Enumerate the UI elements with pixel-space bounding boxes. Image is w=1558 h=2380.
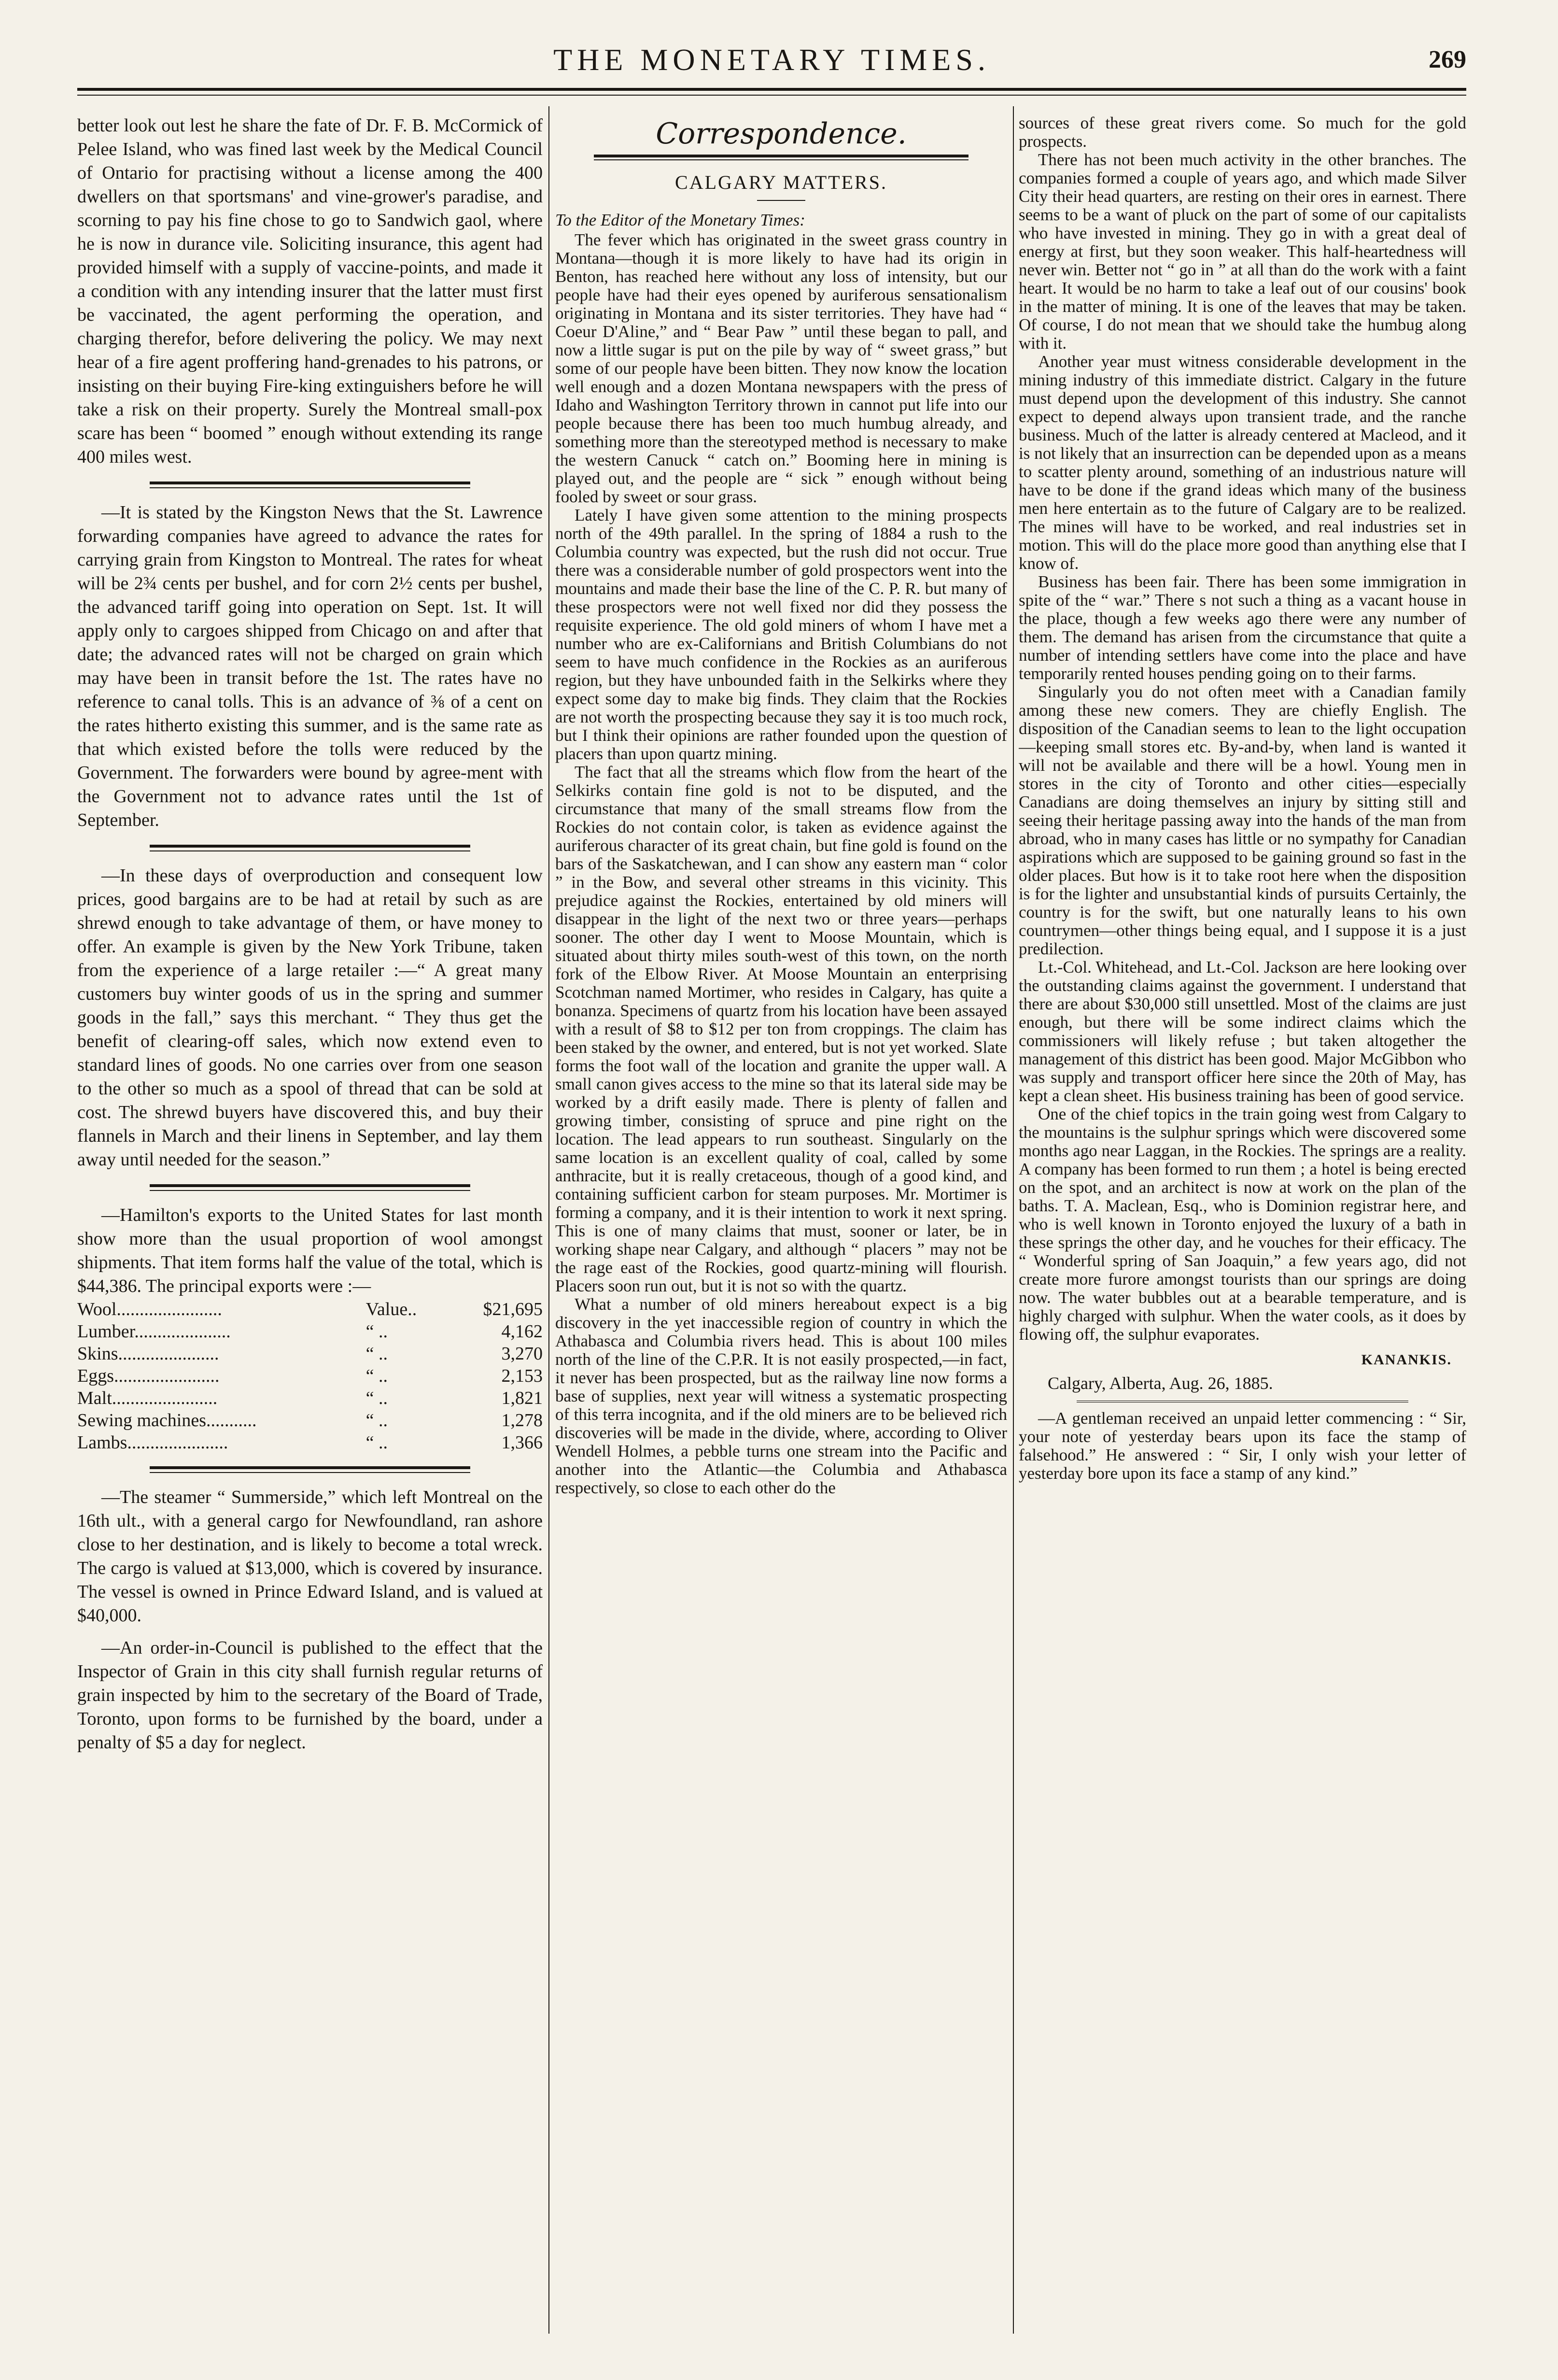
export-unit: “ .. xyxy=(365,1388,388,1408)
table-row xyxy=(77,1298,543,1320)
section-separator xyxy=(150,1184,470,1191)
col3-paragraph-5: Singularly you do not often meet with a Canadian family among these new comers. They are chiefly English. The disposition of the Canadian seems to lean to the light occupation—keeping small stores etc. By-and-by, when land is wanted it will not be available and there will be a howl. Young men in stores in the city of Toronto and other cities—especially Canadians are doing themselves an injury by sitting still and seeing their heritage passing away into the hands of the man from abroad, who in many cases has little or no sympathy for Canadian aspirations which are supposed to be gaining ground so fast in the older places. But how is it to take root here when the disposition is for the lighter and unsubstantial kinds of pursuits Certainly, the country is for the swift, but one naturally leans to his own countrymen—other things being equal, and I suppose it is a just predilection. xyxy=(1019,682,1466,958)
column-divider-2 xyxy=(1013,106,1014,2334)
export-unit: “ .. xyxy=(365,1432,388,1453)
col2-paragraph-4: What a number of old miners hereabout expect is a big discovery in the yet inaccessible region of country in which the Athabasca and Columbia rivers head. This is about 100 miles north of the line of the C.P.R. It is not easily prospected,—in fact, it never has been prospected, but as the railway line now forms a base of supplies, next year will witness a systematic prospecting of this terra incognita, and if the old miners are to be believed rich discoveries will be made in the divide, where, according to Oliver Wendell Holmes, a pebble turns one stream into the Pacific and another into the Atlantic—the Columbia and Athabasca respectively, so close to each other do the xyxy=(555,1295,1007,1497)
export-item: Eggs....................... xyxy=(77,1366,220,1386)
col1-paragraph-5: —The steamer “ Summerside,” which left Montreal on the 16th ult., with a general cargo for Newfoundland, ran ashore close to her destination, and is likely to become a total wreck. The cargo is valued at $13,000, which is covered by insurance. The vessel is owned in Prince Edward Island, and is valued at $40,000. xyxy=(77,1487,543,1626)
column-2 xyxy=(555,114,1007,2334)
export-amount: $21,695 xyxy=(483,1299,543,1319)
export-item: Malt....................... xyxy=(77,1388,218,1408)
col1-paragraph-1: better look out lest he share the fate of Dr. F. B. McCormick of Pelee Island, who was fined last week by the Medical Council of Ontario for practising without a license among the 400 dwellers on that sportsmans' and vine-grower's paradise, and scorning to pay his fine chose to go to Sandwich gaol, where he is now in durance vile. Soliciting insurance, this agent had provided himself with a supply of vaccine-points, and made it a condition with any intending insurer that the latter must first be vaccinated, the agent performing the operation, and charging therefor, before delivering the policy. We may next hear of a fire agent proffering hand-grenades to his patrons, or insisting on their buying Fire-king extinguishers before he will take a risk on their property. Surely the Montreal small-pox scare has been “ boomed ” enough without extending its range 400 miles west. xyxy=(77,115,543,467)
export-unit: “ .. xyxy=(365,1410,388,1431)
masthead-rule xyxy=(77,88,1466,91)
masthead-title: THE MONETARY TIMES. xyxy=(553,42,990,77)
section-separator xyxy=(150,482,470,488)
export-item: Sewing machines........... xyxy=(77,1410,257,1431)
letter-salutation: To the Editor of the Monetary Times: xyxy=(555,211,805,229)
export-amount: 3,270 xyxy=(501,1344,543,1364)
col1-paragraph-4: —Hamilton's exports to the United States for last month show more than the usual proportion of wool amongst shipments. That item forms half the value of the total, which is $44,386. The principal exports were :— xyxy=(77,1205,543,1296)
heading-rule xyxy=(594,155,968,160)
export-unit: “ .. xyxy=(365,1366,388,1386)
letter-dateline: Calgary, Alberta, Aug. 26, 1885. xyxy=(1048,1374,1273,1393)
export-unit: “ .. xyxy=(365,1344,388,1364)
column-1 xyxy=(77,114,543,2334)
col3-paragraph-6: Lt.-Col. Whitehead, and Lt.-Col. Jackson are here looking over the outstanding claims against the government. I understand that there are about $30,000 still unsettled. Most of the claims are just enough, but there will be some indirect claims which the commissioners will likely refuse ; but taken altogether the management of this district has been good. Major McGibbon who was supply and transport officer here since the 20th of May, has kept a clean sheet. His business training has been of good service. xyxy=(1019,958,1466,1105)
table-row xyxy=(77,1387,543,1409)
export-item: Wool....................... xyxy=(77,1299,222,1319)
table-row xyxy=(77,1365,543,1387)
col2-paragraph-1: The fever which has originated in the sweet grass country in Montana—though it is more likely to have had its origin in Benton, has reached here without any loss of intensity, but our people have had their eyes opened by auriferous sensationalism originating in Montana and its sister territories. They have had “ Coeur D'Aline,” and “ Bear Paw ” until these began to pall, and now a little sugar is put on the pile by way of “ sweet grass,” but some of our people have been bitten. They now know the location well enough and a dozen Montana newspapers with the press of Idaho and Washington Territory thrown in cannot put life into our people because there has been too much humbug already, and something more than the stereotyped method is necessary to make the western Canuck “ catch on.” Booming here in mining is played out, and the people are “ sick ” enough without being fooled by sweet or sour grass. xyxy=(555,230,1007,506)
col1-paragraph-3: —In these days of overproduction and consequent low prices, good bargains are to be had at retail by such as are shrewd enough to take advantage of them, or have money to offer. An example is given by the New York Tribune, taken from the experience of a large retailer :—“ A great many customers buy winter goods of us in the spring and summer goods in the fall,” says this merchant. “ They thus get the benefit of clearing-off sales, which now extend even to standard lines of goods. No one carries over from one season to the other so much as a spool of thread that can be sold at cost. The shrewd buyers have discovered this, and buy their flannels in March and their linens in September, and lay them away until needed for the season.” xyxy=(77,865,543,1170)
table-row xyxy=(77,1409,543,1431)
col3-paragraph-3: Another year must witness considerable development in the mining industry of this immediate district. Calgary in the future must depend upon the development of this industry. She cannot expect to depend always upon transient trade, and the ranche business. Much of the latter is already centered at Macleod, and it is not likely that an insurrection can be depended upon as a means to scatter plenty around, something of an industrious nature will have to be done if the grand ideas which many of the business men here entertain as to the future of Calgary are to be realized. The mines will have to be worked, and real industries set in motion. This will do the place more good than anything else that I know of. xyxy=(1019,352,1466,573)
export-amount: 1,366 xyxy=(501,1432,543,1453)
letter-signature: KANANKIS. xyxy=(1361,1352,1452,1368)
column-divider-1 xyxy=(548,106,549,2334)
col1-paragraph-6: —An order-in-Council is published to the effect that the Inspector of Grain in this city shall furnish regular returns of grain inspected by him to the secretary of the Board of Trade, Toronto, upon forms to be furnished by the board, under a penalty of $5 a day for neglect. xyxy=(77,1638,543,1753)
export-amount: 4,162 xyxy=(501,1321,543,1342)
col3-paragraph-2: There has not been much activity in the other branches. The companies formed a couple of years ago, and which made Silver City their head quarters, are resting on their ores in earnest. There seems to be a want of pluck on the part of some of our capitalists who have invested in mining. They go in with a great deal of energy at first, but they soon weaker. This half-heartedness will never win. Better not “ go in ” at all than do the work with a faint heart. It would be no harm to take a leaf out of our cousins' book in the matter of mining. It is one of the leaves that may be taken. Of course, I do not mean that we should take the humbug along with it. xyxy=(1019,150,1466,353)
col3-paragraph-4: Business has been fair. There has been some immigration in spite of the “ war.” There s not such a thing as a vacant house in the place, though a few weeks ago there were any number of them. The demand has arisen from the circumstance that quite a number of intending settlers have come into the place and have temporarily rented houses pending going on to their farms. xyxy=(1019,572,1466,683)
table-row xyxy=(77,1431,543,1454)
section-separator xyxy=(150,1466,470,1473)
masthead-rule-thin xyxy=(77,95,1466,96)
export-amount: 2,153 xyxy=(501,1366,543,1386)
col3-closing-paragraph: —A gentleman received an unpaid letter commencing : “ Sir, your note of yesterday bears upon its face the stamp of falsehood.” He answered : “ Sir, I only wish your letter of yesterday bore upon its face a stamp of any kind.” xyxy=(1019,1409,1466,1483)
export-item: Lambs...................... xyxy=(77,1432,228,1453)
col3-paragraph-7: One of the chief topics in the train going west from Calgary to the mountains is the sulphur springs which were discovered some months ago near Laggan, in the Rockies. The springs are a reality. A company has been formed to run them ; a hotel is being erected on the spot, and an architect is now at work on the plan of the baths. T. A. Maclean, Esq., who is Dominion registrar here, and who is well known in Toronto enjoyed the luxury of a bath in these springs the other day, and he vouches for their efficacy. The “ Wonderful spring of San Joaquin,” a few years ago, did not create more furore amongst tourists than our springs are doing now. The water bubbles out at a bearable temperature, and is highly charged with sulphur. When the water cools, as it does by flowing off, the sulphur evaporates. xyxy=(1019,1105,1466,1344)
article-title: CALGARY MATTERS. xyxy=(675,171,887,193)
section-heading: Correspondence. xyxy=(656,117,907,151)
column-3 xyxy=(1019,114,1466,2334)
export-amount: 1,278 xyxy=(501,1410,543,1431)
export-amount: 1,821 xyxy=(501,1388,543,1408)
masthead xyxy=(77,42,1466,77)
export-item: Lumber..................... xyxy=(77,1321,231,1342)
col3-paragraph-1: sources of these great rivers come. So much for the gold prospects. xyxy=(1019,114,1466,151)
table-row xyxy=(77,1343,543,1365)
export-unit: “ .. xyxy=(365,1321,388,1342)
table-row xyxy=(77,1320,543,1343)
exports-table xyxy=(77,1298,543,1454)
export-item: Skins...................... xyxy=(77,1344,219,1364)
col2-paragraph-2: Lately I have given some attention to the mining prospects north of the 49th parallel. In the spring of 1884 a rush to the Columbia country was expected, but the rush did not occur. True there was a considerable number of gold prospectors went into the mountains and made their base the line of the C. P. R. but many of these prospectors were not well fixed nor did they possess the requisite experience. The old gold miners of whom I have met a number who are ex-Californians and British Columbians do not seem to have much confidence in the Rockies as an auriferous region, but they have unbounded faith in the Selkirks where they expect some day to make big finds. They claim that the Rockies are not worth the prospecting because they say it is too much rock, but I think their opinions are rather founded upon the question of placers than upon quartz mining. xyxy=(555,506,1007,763)
section-separator xyxy=(1077,1401,1408,1402)
col2-paragraph-3: The fact that all the streams which flow from the heart of the Selkirks contain fine gold is not to be disputed, and the circumstance that many of the small streams flow from the Rockies do not contain color, is taken as evidence against the auriferous character of its great chain, but fine gold is found on the bars of the Saskatchewan, and I can show any eastern man “ color ” in the Bow, and several other streams in this vicinity. This prejudice against the Rockies, entertained by old miners will disappear in the light of the next two or three years—perhaps sooner. The other day I went to Moose Mountain, which is situated about thirty miles south-west of this town, on the north fork of the Elbow River. At Moose Mountain an enterprising Scotchman named Mortimer, who resides in Calgary, has quite a bonanza. Specimens of quartz from his location have been assayed with a result of $8 to $12 per ton from croppings. The claim has been staked by the owner, and entered, but is not yet worked. Slate forms the foot wall of the location and granite the upper wall. A small canon gives access to the mine so that its lateral side may be worked by a drift easily made. There is plenty of fallen and growing timber, consisting of spruce and pine right on the location. The lead appears to run southeast. Singularly on the same location is an excellent quality of coal, called by some anthracite, but it is really cretaceous, though of a good kind, and containing sufficient carbon for steam purposes. Mr. Mortimer is forming a company, and it is their intention to work it next spring. This is one of many claims that must, sooner or later, be in working shape near Calgary, and although “ placers ” may not be the rage east of the Rockies, good quartz-mining will flourish. Placers soon run out, but it is not so with the quartz. xyxy=(555,763,1007,1295)
col1-paragraph-2: —It is stated by the Kingston News that the St. Lawrence forwarding companies have agreed to advance the rates for carrying grain from Kingston to Montreal. The rates for wheat will be 2¾ cents per bushel, and for corn 2½ cents per bushel, the advanced tariff going into operation on Sept. 1st. It will apply only to cargoes shipped from Chicago on and after that date; the advanced rates will not be charged on grain which may have been in transit before the 1st. The rates have no reference to canal tolls. This is an advance of ⅜ of a cent on the rates hitherto existing this summer, and is the same rate as that which existed before the tolls were reduced by the Government. The forwarders were bound by agree-ment with the Government not to advance rates until the 1st of September. xyxy=(77,502,543,830)
page-number: 269 xyxy=(1429,46,1466,73)
export-unit: Value.. xyxy=(365,1299,417,1319)
section-separator xyxy=(150,845,470,851)
title-rule xyxy=(757,200,805,201)
